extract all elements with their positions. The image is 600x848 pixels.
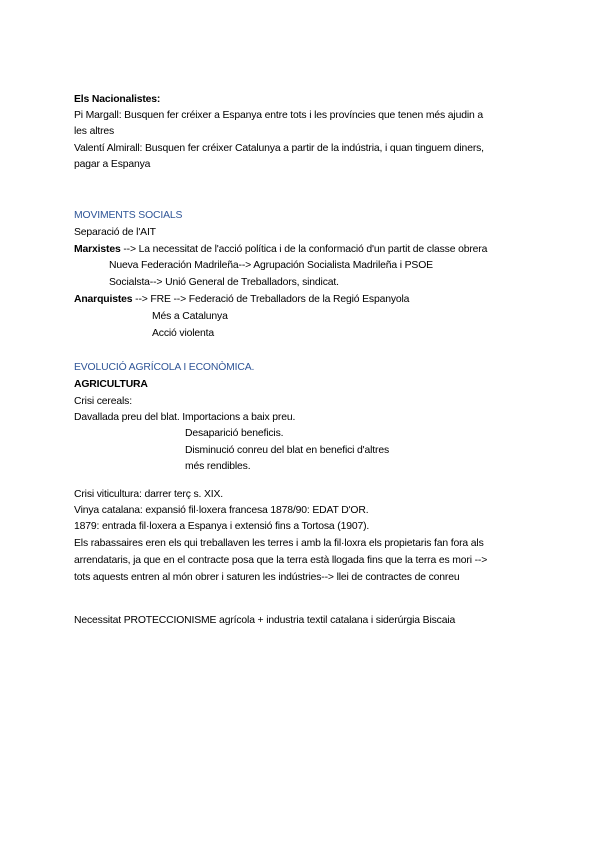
davallada-line: Davallada preu del blat. Importacions a baix preu.: [74, 412, 296, 423]
disminucio-line-1: Disminució conreu del blat en benefici d'altres: [185, 445, 390, 456]
rabassaires-line-1: Els rabassaires eren els qui treballaven les terres i amb la fil·loxra els propietaris fan fora als: [74, 538, 484, 549]
marxistes-text: --> La necessitat de l'acció política i de la conformació d'un partit de classe obrera: [120, 244, 488, 255]
socialista-line: Socialsta--> Unió General de Treballadors, sindicat.: [109, 277, 339, 288]
disminucio-line-2: més rendibles.: [185, 461, 251, 472]
mes-a-catalunya: Més a Catalunya: [152, 311, 228, 322]
anarquistes-text: --> FRE --> Federació de Treballadors de la Regió Espanyola: [132, 294, 410, 305]
crisi-viticultura: Crisi viticultura: darrer terç s. XIX.: [74, 489, 224, 500]
rabassaires-line-3: tots aquests entren al món obrer i saturen les indústries--> llei de contractes de conreu: [74, 572, 460, 583]
pi-margall-line-1: Pi Margall: Busquen fer créixer a Espanya entre tots i les províncies que tenen més ajudin a: [74, 110, 483, 121]
anarquistes-line: [74, 293, 409, 306]
crisi-cereals: Crisi cereals:: [74, 396, 132, 407]
nacionalistes-title: Els Nacionalistes:: [74, 94, 161, 105]
moviments-socials-heading: MOVIMENTS SOCIALS: [74, 210, 183, 221]
pi-margall-line-2: les altres: [74, 126, 115, 137]
agricultura-subheading: AGRICULTURA: [74, 379, 148, 390]
evolucio-heading: EVOLUCIÓ AGRÍCOLA I ECONÒMICA.: [74, 362, 255, 373]
almirall-line-2: pagar a Espanya: [74, 159, 151, 170]
anarquistes-label: Anarquistes: [74, 294, 133, 305]
accio-violenta: Acció violenta: [152, 328, 215, 339]
marxistes-label: Marxistes: [74, 244, 121, 255]
vinya-catalana: Vinya catalana: expansió fil·loxera francesa 1878/90: EDAT D'OR.: [74, 505, 369, 516]
separacio-ait: Separació de l'AIT: [74, 227, 156, 238]
necessitat-proteccionisme: Necessitat PROTECCIONISME agrícola + industria textil catalana i siderúrgia Biscaia: [74, 615, 456, 626]
rabassaires-line-2: arrendataris, ja que en el contracte posa que la terra està llogada fins que la terra es mori -->: [74, 555, 488, 566]
marxistes-line: [74, 243, 487, 256]
nueva-federacion-line: Nueva Federación Madrileña--> Agrupación Socialista Madrileña i PSOE: [109, 260, 433, 271]
desaparicio-line: Desaparició beneficis.: [185, 428, 284, 439]
fil-loxera-1879: 1879: entrada fil·loxera a Espanya i extensió fins a Tortosa (1907).: [74, 521, 370, 532]
almirall-line-1: Valentí Almirall: Busquen fer créixer Catalunya a partir de la indústria, i quan tinguem diners,: [74, 143, 484, 154]
